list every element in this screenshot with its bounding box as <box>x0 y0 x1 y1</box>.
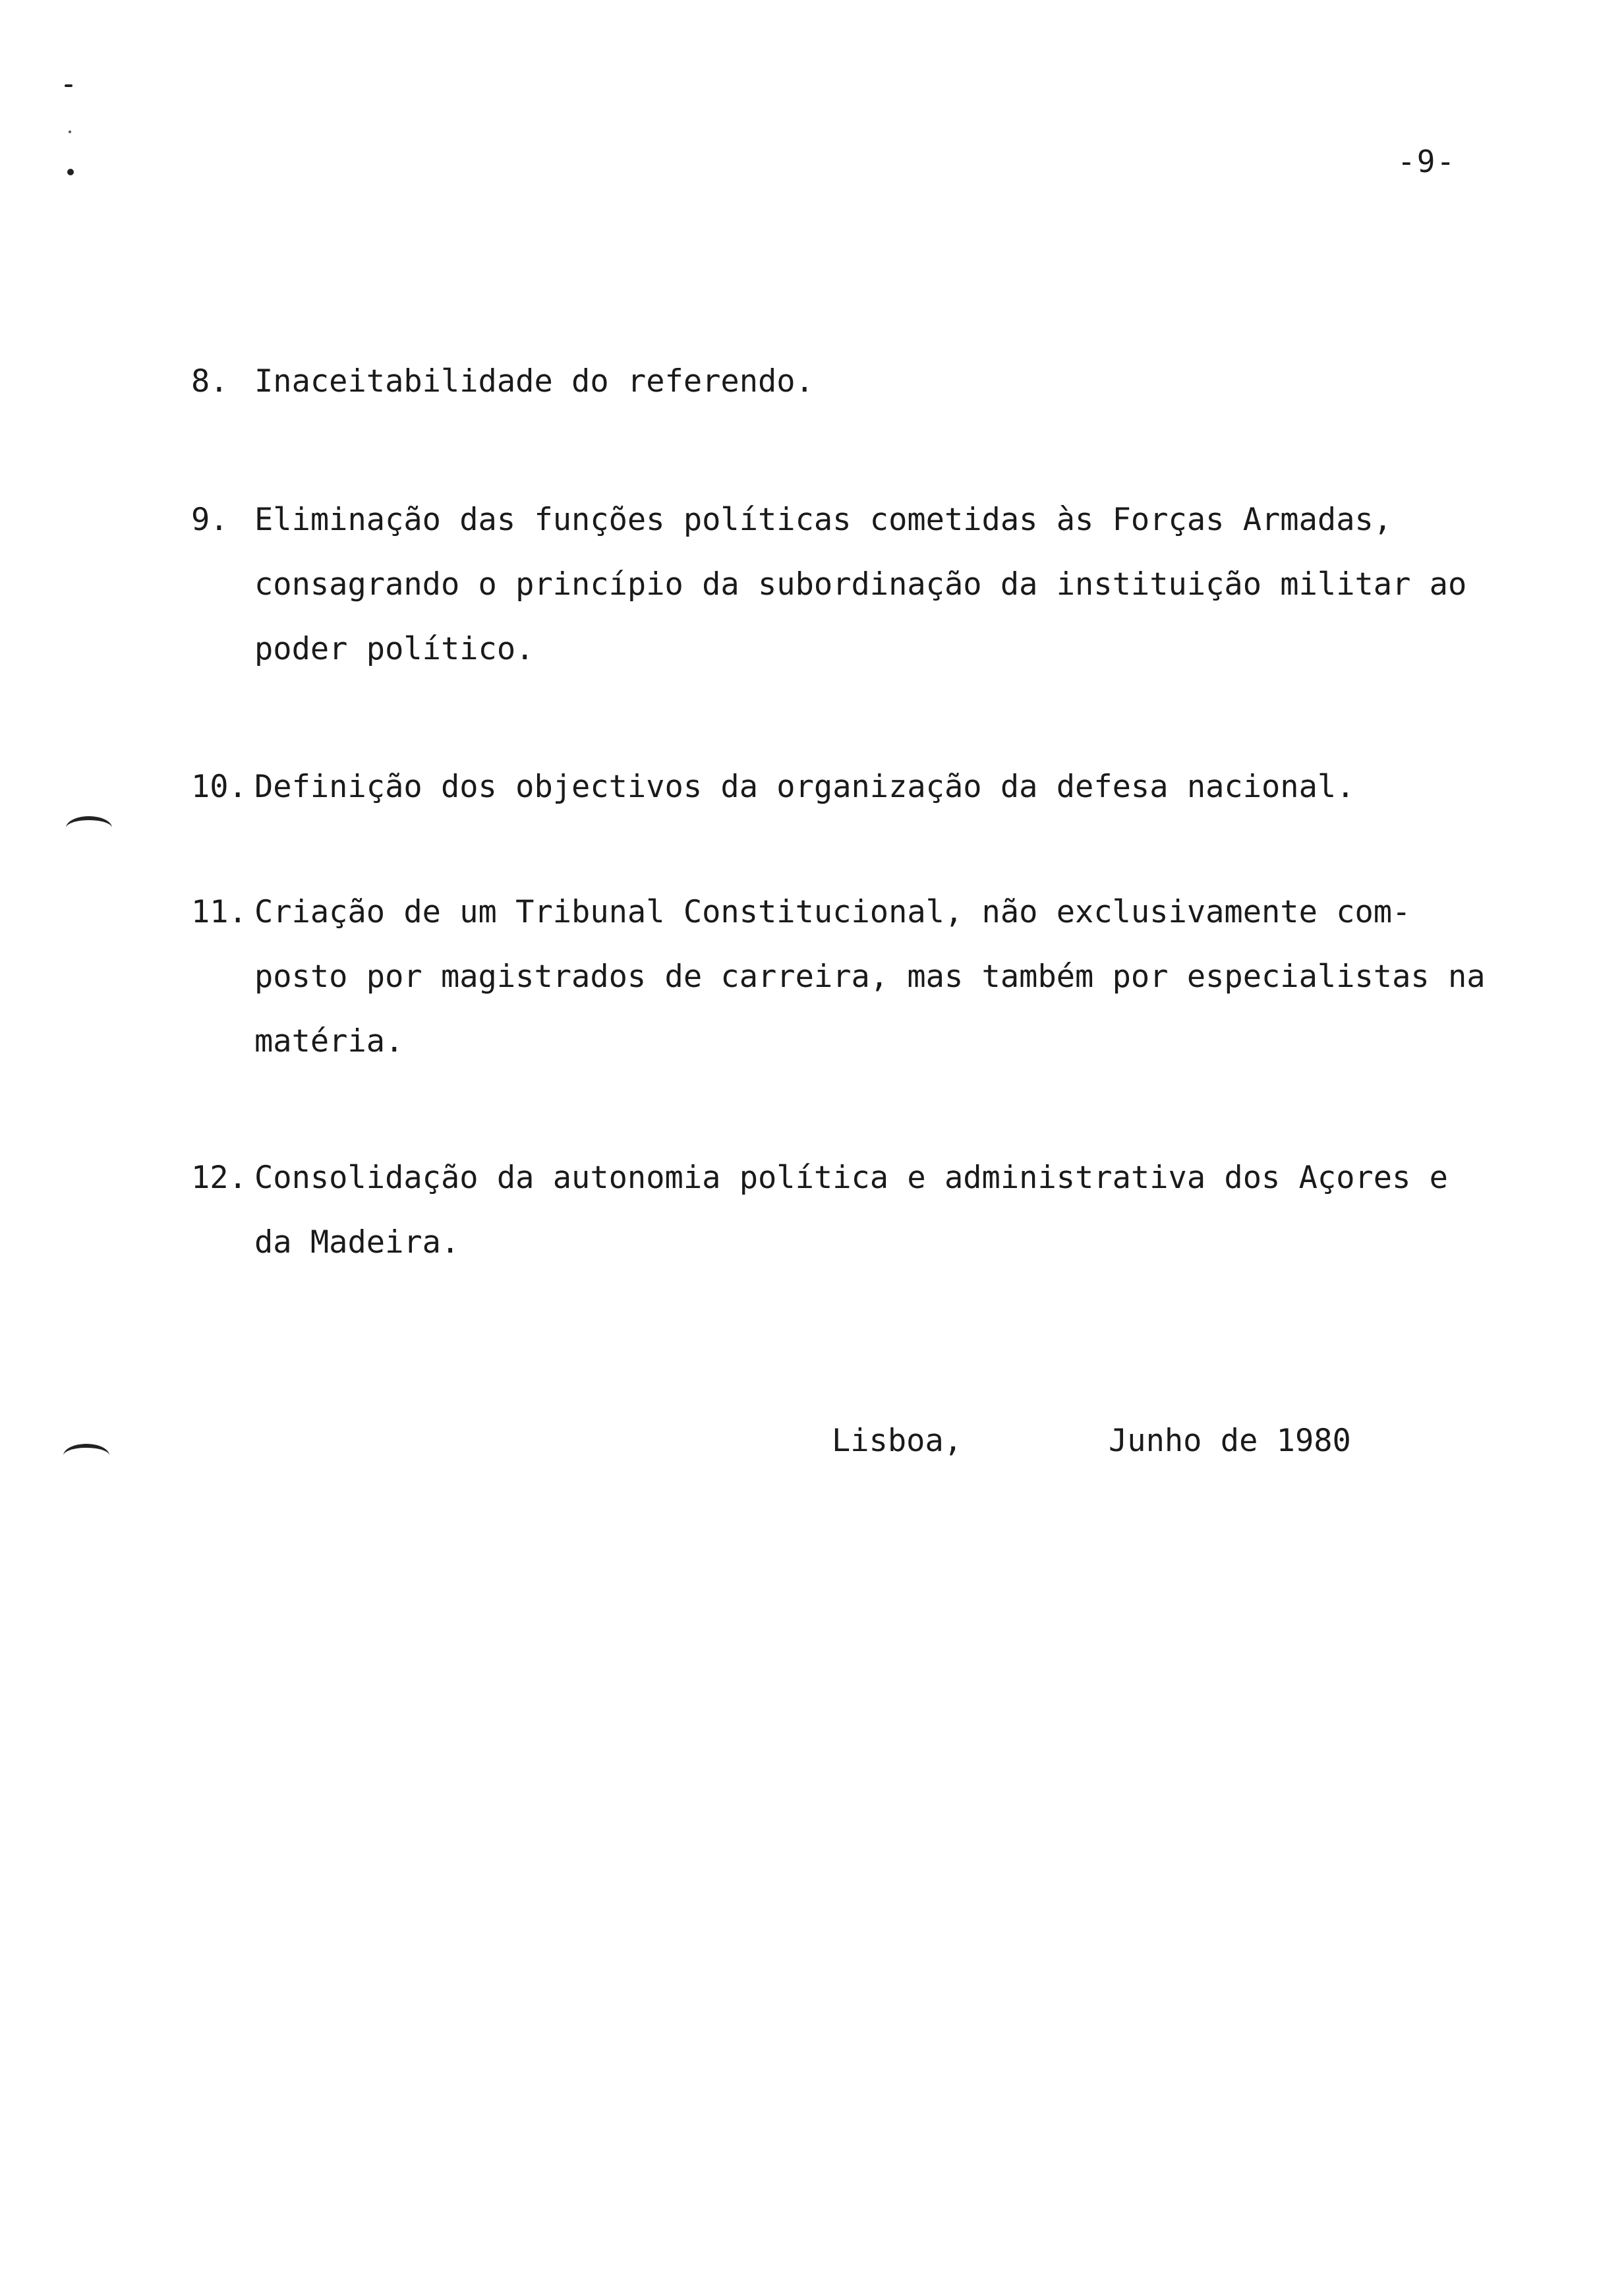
list-item <box>191 1146 1595 1275</box>
item-number: 10. <box>191 769 247 805</box>
item-text-line: Consolidação da autonomia política e administrativa dos Açores e <box>254 1160 1448 1196</box>
list-item <box>191 880 1595 1074</box>
margin-scan-mark <box>69 131 71 133</box>
item-text-line: matéria. <box>254 1023 404 1059</box>
footer-place: Lisboa, <box>832 1423 963 1459</box>
item-text-line: posto por magistrados de carreira, mas também por especialistas na <box>254 959 1486 995</box>
item-number: 11. <box>191 894 247 930</box>
item-text-line: Eliminação das funções políticas cometidas às Forças Armadas, <box>254 502 1393 538</box>
margin-scan-mark <box>67 169 74 175</box>
list-item <box>191 755 1595 819</box>
item-text-line: Definição dos objectivos da organização da defesa nacional. <box>254 769 1355 805</box>
item-text-line: Inaceitabilidade do referendo. <box>254 363 814 400</box>
margin-scan-mark <box>65 84 72 87</box>
margin-scan-mark <box>63 1444 109 1468</box>
item-text-line: da Madeira. <box>254 1224 460 1261</box>
page-number: -9- <box>1397 144 1457 179</box>
item-text-line: Criação de um Tribunal Constitucional, não exclusivamente com- <box>254 894 1411 930</box>
margin-scan-mark <box>66 816 112 840</box>
item-number: 9. <box>191 502 229 538</box>
item-number: 12. <box>191 1160 247 1196</box>
list-item <box>191 488 1595 682</box>
item-number: 8. <box>191 363 229 400</box>
item-text-line: poder político. <box>254 631 535 667</box>
footer-date: Junho de 1980 <box>1109 1423 1351 1459</box>
list-item <box>191 349 1595 414</box>
item-text-line: consagrando o princípio da subordinação da instituição militar ao <box>254 566 1467 603</box>
